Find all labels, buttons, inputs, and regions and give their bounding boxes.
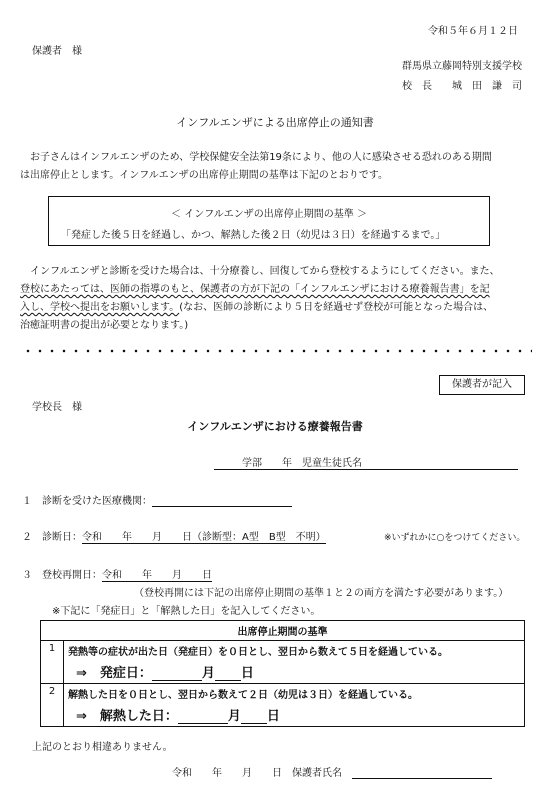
item-medical-institution [22, 492, 292, 507]
instructions-line4: 治癒証明書の提出が必要となります。) [20, 320, 189, 331]
criteria-table-header [41, 621, 525, 641]
principal-name: 校 長 城 田 謙 司 [402, 81, 522, 92]
signature-line [172, 764, 492, 779]
cut-line [22, 348, 532, 354]
confirmation-text: 上記のとおり相違ありません。 [32, 742, 173, 753]
diagnosis-date-field[interactable]: 令和 年 月 日（診断型：A型 B型 不明） [82, 532, 326, 543]
medical-institution-field[interactable] [152, 494, 292, 507]
item-diagnosis-date [22, 528, 326, 543]
fever-end-day-field[interactable] [241, 711, 267, 724]
guardian-fill-badge: 保護者が記入 [439, 375, 525, 395]
onset-month-label: 月 [201, 666, 215, 681]
row-content [64, 641, 525, 684]
fever-end-date-line [68, 705, 520, 724]
criteria-box [48, 196, 490, 246]
report-title: インフルエンザにおける療養報告書 [187, 420, 363, 433]
table-row [41, 641, 525, 684]
report-addressee: 学校長 様 [32, 402, 82, 413]
notice-recipient: 保護者 様 [32, 46, 82, 57]
table-row [41, 684, 525, 727]
instructions-line1: インフルエンザと診断を受けた場合は、十分療養し、回復してから登校するようにしてください。また、 [30, 266, 500, 277]
instructions-line3 [20, 298, 493, 313]
signature-label: 保護者氏名 [292, 768, 342, 779]
onset-day-label: 日 [240, 666, 254, 681]
row-number: 2 [41, 684, 64, 727]
criteria-text: 「発症した後５日を経過し、かつ、解熱した後２日（幼児は３日）を経過するまで。」 [61, 230, 446, 241]
criteria-table [40, 620, 525, 727]
item-return-date [22, 566, 212, 581]
notice-body-line2: は出席停止とします。インフルエンザの出席停止期間の基準は下記のとおりです。 [20, 170, 388, 181]
criteria-table-header-cell: 出席停止期間の基準 [41, 621, 525, 641]
return-date-note: （登校再開には下記の出席停止期間の基準１と２の両方を満たす必要があります。） [134, 588, 509, 599]
item-medical-institution-label: １ 診断を受けた医療機関： [22, 496, 152, 507]
onset-date-label: ⇒ 発症日： [76, 666, 152, 681]
onset-day-field[interactable] [215, 668, 241, 681]
fever-end-month-label: 月 [227, 709, 241, 724]
fever-end-day-label: 日 [266, 709, 280, 724]
school-name: 群馬県立藤岡特別支援学校 [402, 61, 522, 72]
return-date-field[interactable]: 令和 年 月 日 [102, 570, 212, 581]
fever-end-month-field[interactable] [178, 711, 228, 724]
notice-body-line1: お子さんはインフルエンザのため、学校保健安全法第19条により、他の人に感染させる恐れのある期間 [30, 152, 492, 163]
row-content [64, 684, 525, 727]
criteria-heading: ＜ インフルエンザの出席停止期間の基準 ＞ [171, 209, 367, 220]
item-return-date-label: ３ 登校再開日： [22, 570, 102, 581]
notice-date: 令和５年６月１２日 [428, 26, 518, 37]
guardian-signature-field[interactable] [352, 766, 492, 779]
signature-date: 令和 年 月 日 [172, 768, 282, 779]
row-text: 発熱等の症状が出た日（発症日）を０日とし、翌日から数えて５日を経過している。 [68, 647, 448, 658]
onset-date-line [68, 662, 520, 681]
row-number: 1 [41, 641, 64, 684]
fever-end-date-label: ⇒ 解熱した日： [76, 709, 178, 724]
student-name-field[interactable]: 学部 年 児童生徒氏名 [214, 454, 518, 470]
item-diagnosis-date-label: ２ 診断日： [22, 532, 82, 543]
diagnosis-type-note: ※いずれかに○をつけてください。 [384, 533, 526, 543]
row-text: 解熱した日を０日とし、翌日から数えて２日（幼児は３日）を経過している。 [68, 690, 418, 701]
onset-month-field[interactable] [152, 668, 202, 681]
table-instruction: ※下記に「発症日」と「解熱した日」を記入してください。 [52, 606, 321, 617]
instructions-line3-rest: (なお、医師の診断により５日を経過せず登校が可能となった場合は、 [179, 302, 494, 313]
instructions-line3-wavy: 入し、学校へ提出をお願いします。 [20, 302, 180, 313]
instructions-line2: 登校にあたっては、医師の指導のもと、保護者の方が下記の「インフルエンザにおける療養報告書」を記 [20, 284, 490, 295]
notice-title: インフルエンザによる出席停止の通知書 [176, 116, 374, 129]
